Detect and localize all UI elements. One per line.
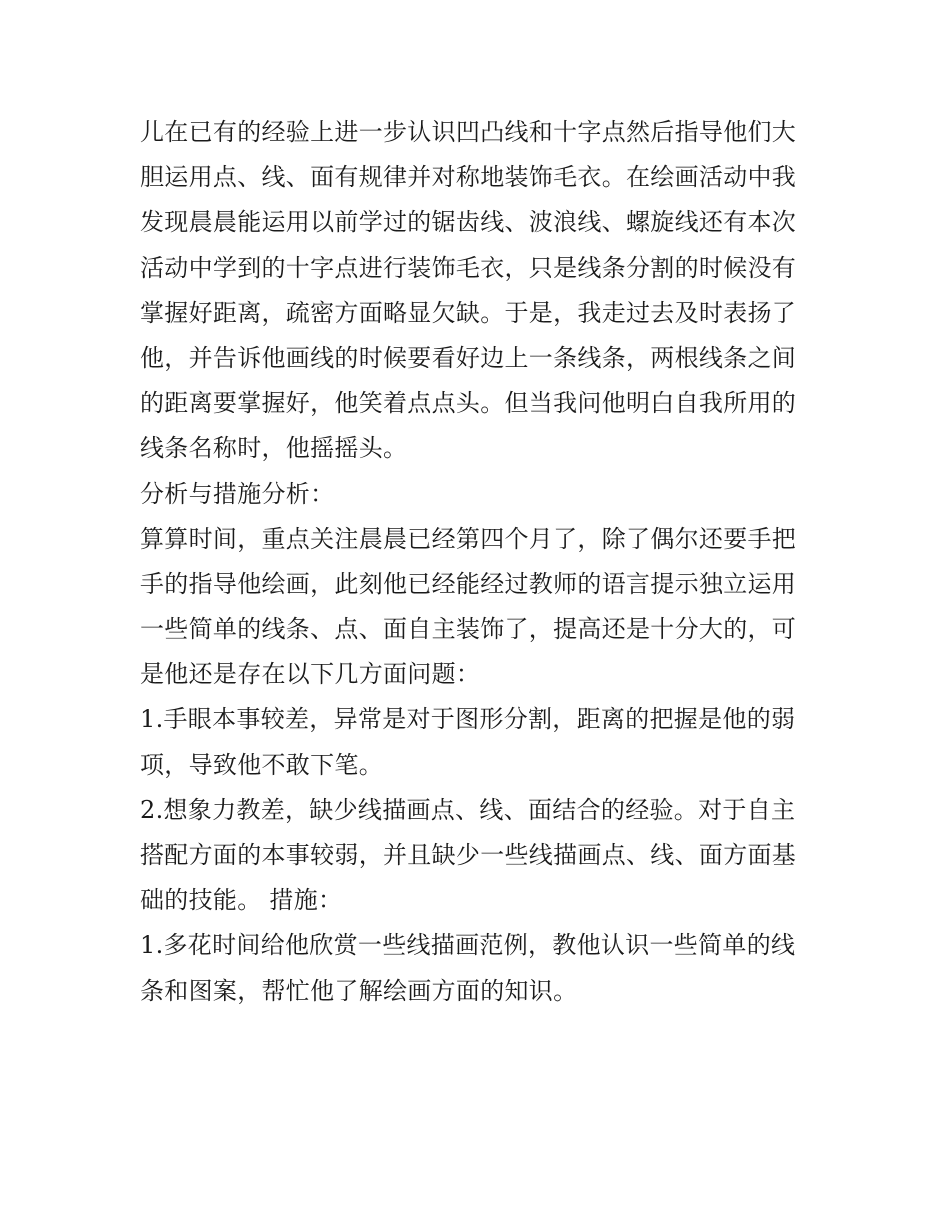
text-line: 掌握好距离，疏密方面略显欠缺。于是，我走过去及时表扬了 xyxy=(140,298,797,327)
list-item-line: 条和图案，帮忙他了解绘画方面的知识。 xyxy=(140,976,578,1005)
text-line: 的距离要掌握好，他笑着点点头。但当我问他明白自我所用的 xyxy=(140,389,797,418)
list-item-line: 1.手眼本事较差，异常是对于图形分割，距离的把握是他的弱 xyxy=(140,705,796,734)
text-line: 他，并告诉他画线的时候要看好边上一条线条，两根线条之间 xyxy=(140,343,797,372)
text-line: 算算时间，重点关注晨晨已经第四个月了，除了偶尔还要手把 xyxy=(140,524,797,553)
document-body xyxy=(140,112,820,1016)
text-line: 活动中学到的十字点进行装饰毛衣，只是线条分割的时候没有 xyxy=(140,253,797,282)
list-item-line: 项，导致他不敢下笔。 xyxy=(140,750,383,779)
text-line: 手的指导他绘画，此刻他已经能经过教师的语言提示独立运用 xyxy=(140,569,797,598)
text-line: 发现晨晨能运用以前学过的锯齿线、波浪线、螺旋线还有本次 xyxy=(140,208,797,237)
text-line: 一些简单的线条、点、面自主装饰了，提高还是十分大的，可 xyxy=(140,615,797,644)
text-line: 是他还是存在以下几方面问题： xyxy=(140,660,481,689)
section-heading: 分析与措施分析： xyxy=(140,479,335,508)
list-item-line: 1.多花时间给他欣赏一些线描画范例，教他认识一些简单的线 xyxy=(140,931,796,960)
list-item-line: 础的技能。 措施： xyxy=(140,886,343,915)
list-item-line: 搭配方面的本事较弱，并且缺少一些线描画点、线、面方面基 xyxy=(140,841,797,869)
text-line: 胆运用点、线、面有规律并对称地装饰毛衣。在绘画活动中我 xyxy=(140,163,797,192)
text-line: 儿在已有的经验上进一步认识凹凸线和十字点然后指导他们大 xyxy=(140,118,797,146)
list-item-line: 2.想象力教差，缺少线描画点、线、面结合的经验。对于自主 xyxy=(140,795,796,824)
text-line: 线条名称时，他摇摇头。 xyxy=(140,434,408,463)
